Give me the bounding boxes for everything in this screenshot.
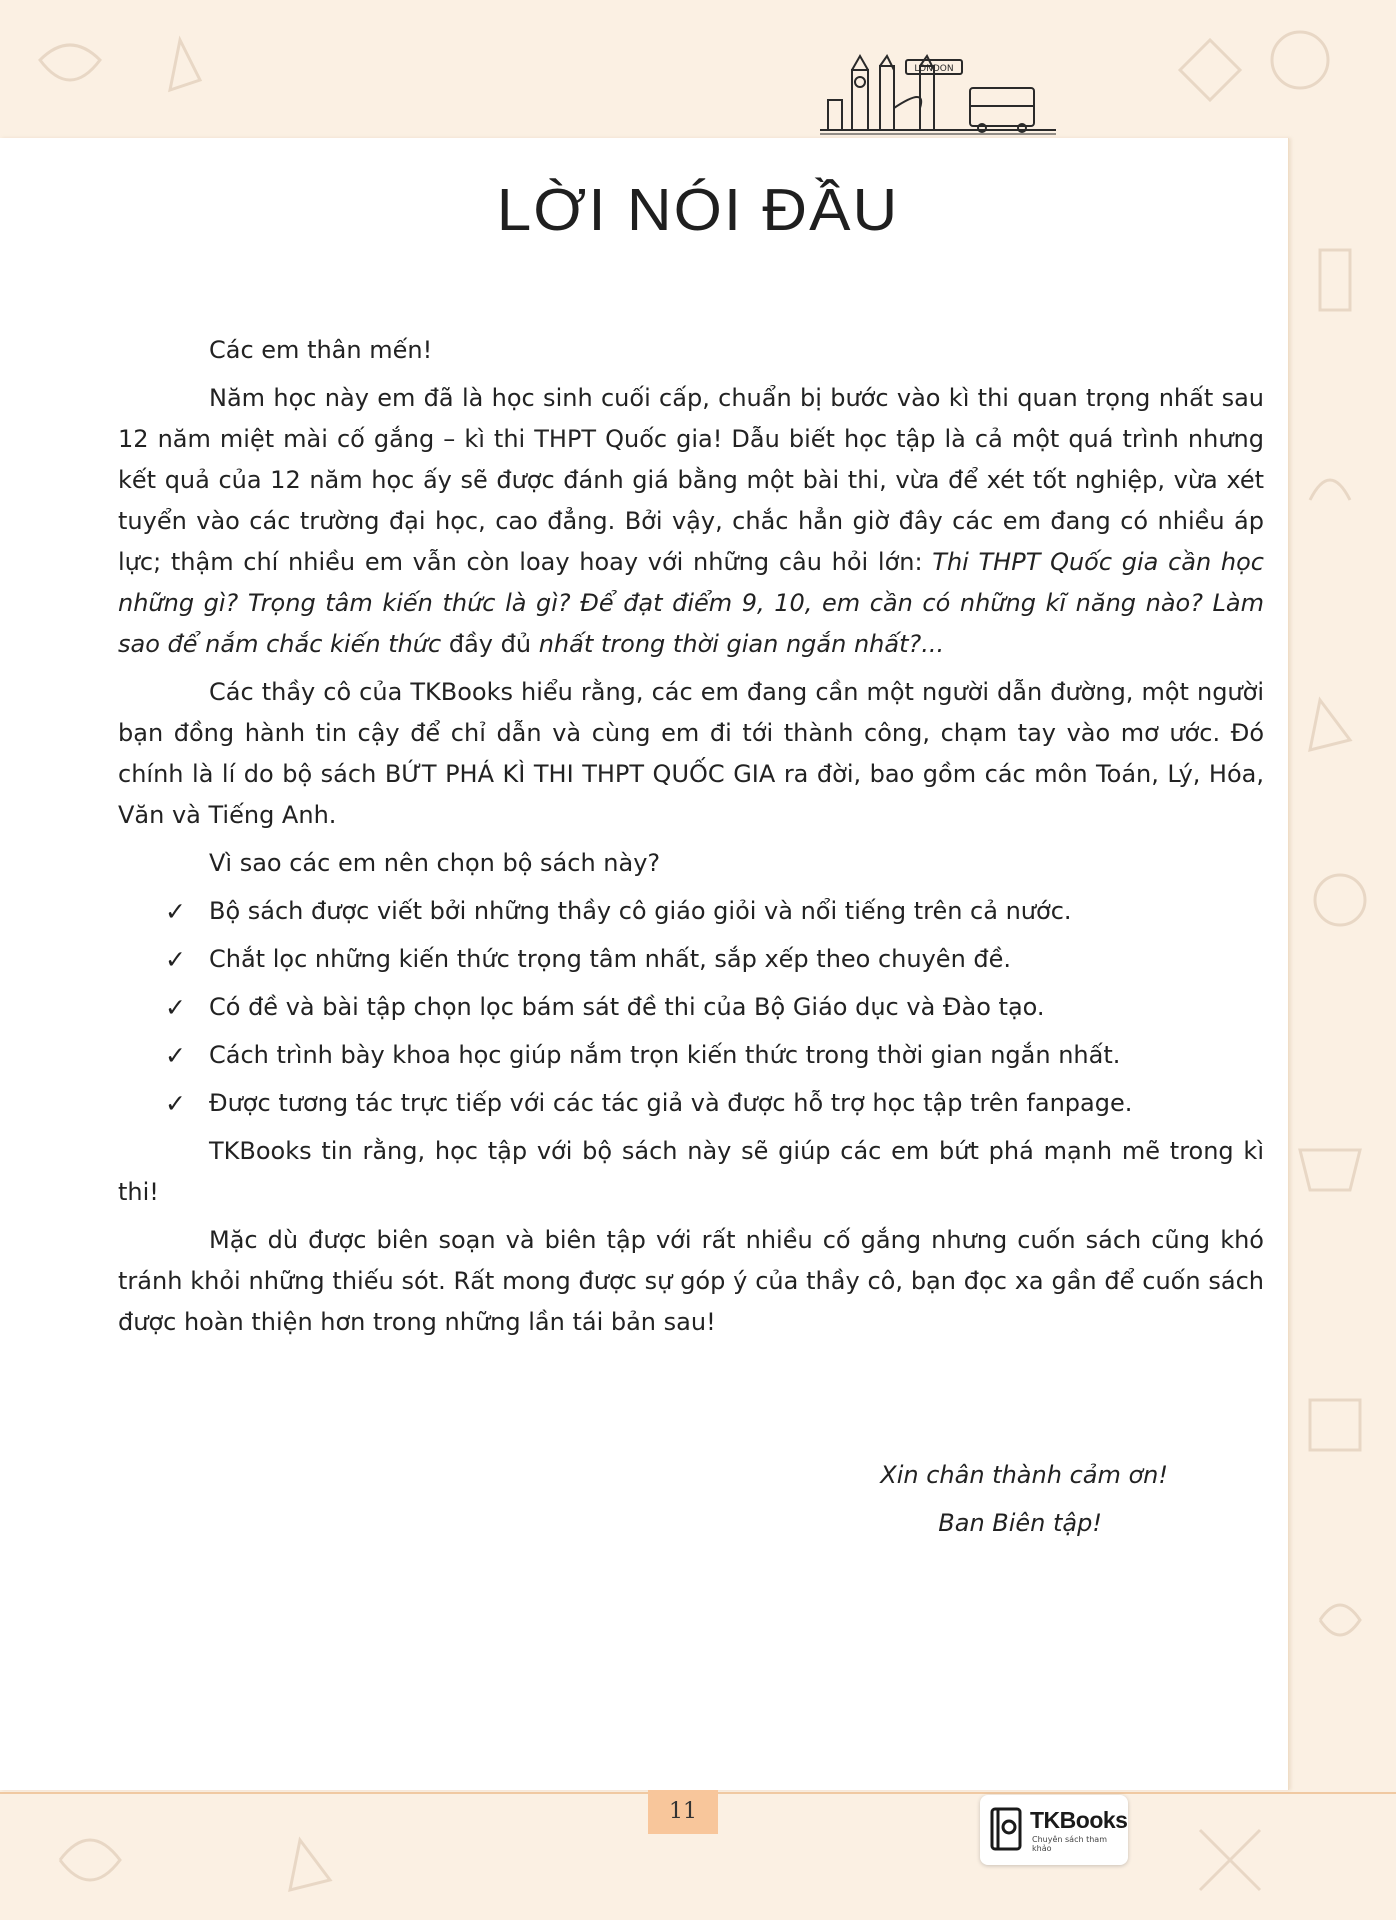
london-label: LONDON	[914, 64, 954, 74]
list-item	[118, 939, 1264, 980]
paragraph-1	[118, 378, 1264, 665]
list-item	[118, 987, 1264, 1028]
list-item	[118, 1035, 1264, 1076]
benefit-list	[118, 891, 1264, 1124]
checkmark-icon: ✓	[165, 945, 186, 974]
paragraph-1-middle: đầy đủ	[441, 630, 539, 658]
editorial-board-line: Ban Biên tập!	[938, 1509, 1102, 1537]
list-item-text: Cách trình bày khoa học giúp nắm trọn kiến thức trong thời gian ngắn nhất.	[209, 1041, 1121, 1069]
logo-tagline: Chuyên sách tham khảo	[1032, 1835, 1107, 1853]
book-icon	[988, 1805, 1026, 1855]
question-line: Vì sao các em nên chọn bộ sách này?	[209, 849, 661, 877]
london-skyline-illustration	[820, 52, 1056, 140]
list-item	[118, 1083, 1264, 1124]
logo-brand: TKBooks	[1030, 1807, 1128, 1833]
paragraph-1-italic: Thi THPT Quốc gia cần học những gì? Trọng tâm kiến thức là gì? Để đạt điểm 9, 10, em cần có những kĩ năng nào? Làm sao để nắm chắc kiến thức	[118, 548, 1264, 658]
page-title: LỜI NÓI ĐẦU	[496, 177, 900, 244]
list-item-text: Chắt lọc những kiến thức trọng tâm nhất, sắp xếp theo chuyên đề.	[209, 945, 1012, 973]
page-number: 11	[648, 1790, 718, 1834]
paragraph-1-text: Năm học này em đã là học sinh cuối cấp, chuẩn bị bước vào kì thi quan trọng nhất sau 12 năm miệt mài cố gắng – kì thi THPT Quốc gia! Dẫu biết học tập là cả một quá trình nhưng kết quả của 12 năm học ấy sẽ được đánh giá bằng một bài thi, vừa để xét tốt nghiệp, vừa xét tuyển vào các trường đại học, cao đẳng. Bởi vậy, chắc hẳn giờ đây các em đang có nhiều áp lực; thậm chí nhiều em vẫn còn loay hoay với những câu hỏi lớn:	[118, 384, 1264, 576]
list-item-text: Được tương tác trực tiếp với các tác giả và được hỗ trợ học tập trên fanpage.	[209, 1089, 1133, 1117]
paragraph-1-italic-end: nhất trong thời gian ngắn nhất?...	[538, 630, 945, 658]
checkmark-icon: ✓	[165, 897, 186, 926]
preface-body	[118, 330, 1264, 1350]
signature-block	[118, 1451, 1264, 1547]
publisher-logo	[980, 1795, 1128, 1865]
greeting: Các em thân mến!	[209, 336, 433, 364]
paragraph-3: TKBooks tin rằng, học tập với bộ sách này sẽ giúp các em bứt phá mạnh mẽ trong kì thi!	[118, 1137, 1264, 1206]
checkmark-icon: ✓	[165, 1041, 186, 1070]
thanks-line: Xin chân thành cảm ơn!	[880, 1461, 1168, 1489]
list-item-text: Có đề và bài tập chọn lọc bám sát đề thi của Bộ Giáo dục và Đào tạo.	[209, 993, 1045, 1021]
checkmark-icon: ✓	[165, 1089, 186, 1118]
list-item-text: Bộ sách được viết bởi những thầy cô giáo giỏi và nổi tiếng trên cả nước.	[209, 897, 1072, 925]
paragraph-4: Mặc dù được biên soạn và biên tập với rất nhiều cố gắng nhưng cuốn sách cũng khó tránh khỏi những thiếu sót. Rất mong được sự góp ý của thầy cô, bạn đọc xa gần để cuốn sách được hoàn thiện hơn trong những lần tái bản sau!	[118, 1226, 1264, 1336]
list-item	[118, 891, 1264, 932]
paragraph-2: Các thầy cô của TKBooks hiểu rằng, các em đang cần một người dẫn đường, một người bạn đồng hành tin cậy để chỉ dẫn và cùng em đi tới thành công, chạm tay vào mơ ước. Đó chính là lí do bộ sách BỨT PHÁ KÌ THI THPT QUỐC GIA ra đời, bao gồm các môn Toán, Lý, Hóa, Văn và Tiếng Anh.	[118, 678, 1264, 829]
checkmark-icon: ✓	[165, 993, 186, 1022]
